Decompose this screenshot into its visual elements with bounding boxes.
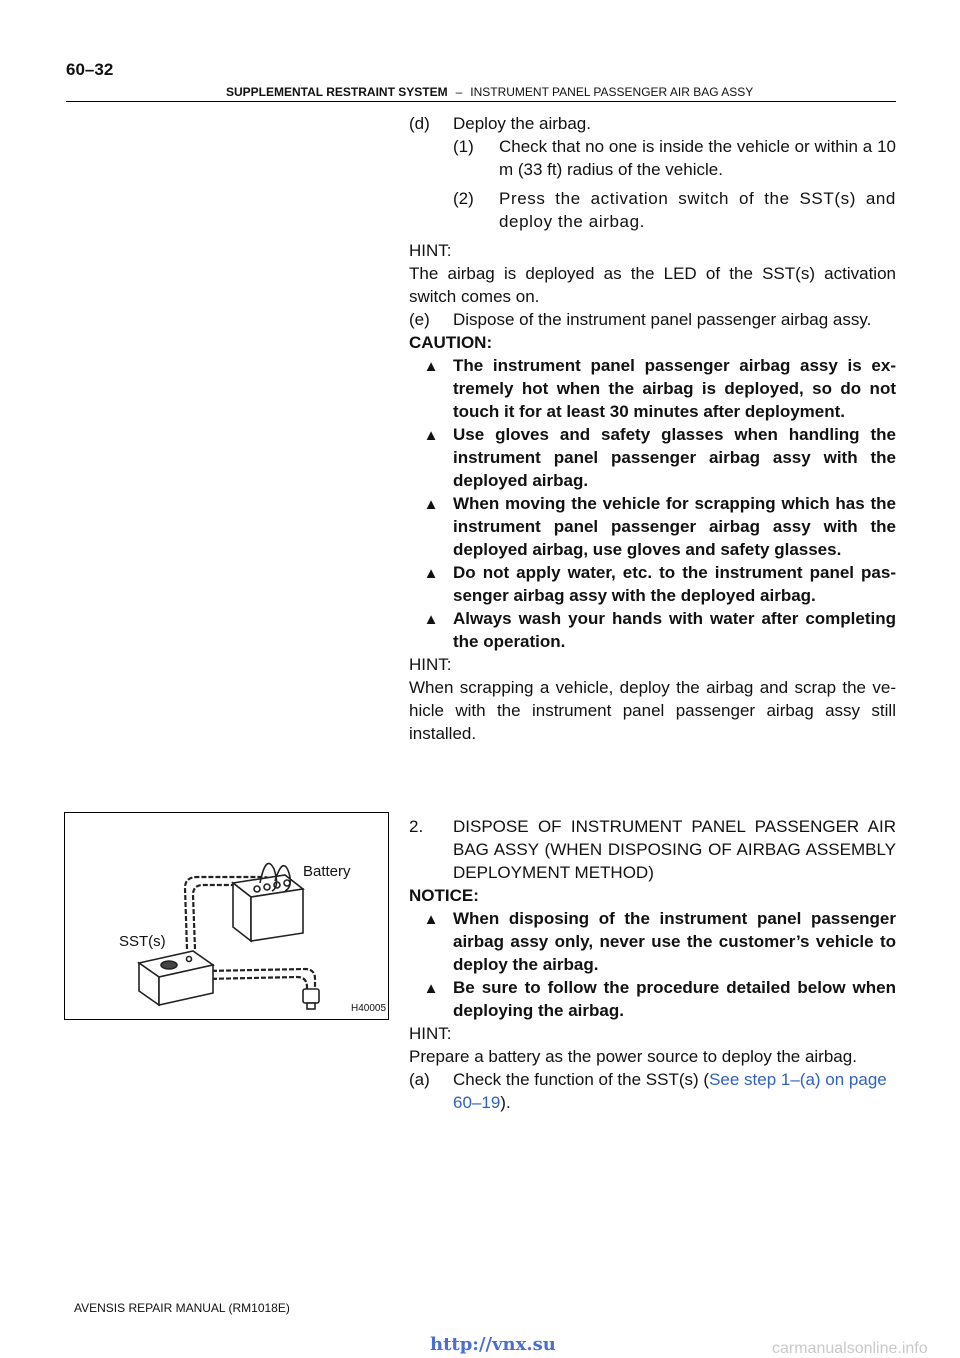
step-a-text-end: ). bbox=[500, 1093, 511, 1112]
label-sst: SST(s) bbox=[119, 933, 166, 950]
step-d bbox=[409, 112, 896, 135]
header-section: SUPPLEMENTAL RESTRAINT SYSTEM bbox=[226, 85, 448, 99]
step-d-text: Deploy the airbag. bbox=[453, 114, 591, 133]
step-2-label: 2. bbox=[409, 817, 424, 836]
caution-item: ▲ Use gloves and safety glasses when handling the instrument panel passenger airbag assy with the deployed airbag. bbox=[409, 423, 896, 492]
header-title: INSTRUMENT PANEL PASSENGER AIR BAG ASSY bbox=[470, 85, 754, 99]
step-e-label: (e) bbox=[409, 310, 430, 329]
bullet-icon: ▲ bbox=[423, 358, 439, 375]
hint-1-text: The airbag is deployed as the LED of the SST(s) activation switch comes on. bbox=[409, 264, 896, 306]
header-separator: – bbox=[455, 85, 463, 99]
hint-2-label: HINT: bbox=[409, 655, 452, 674]
watermark-link[interactable]: http://vnx.su bbox=[430, 1334, 556, 1355]
hint-1-label: HINT: bbox=[409, 241, 452, 260]
caution-item: ▲ Always wash your hands with water after completing the operation. bbox=[409, 607, 896, 653]
header-rule bbox=[66, 101, 896, 102]
connector-icon bbox=[303, 989, 319, 1009]
step-d2 bbox=[409, 187, 896, 233]
page-header bbox=[226, 85, 753, 99]
bullet-icon: ▲ bbox=[423, 496, 439, 513]
step-d1-text: Check that no one is inside the vehicle or within a 10 m (33 ft) radius of the vehicle. bbox=[499, 137, 896, 179]
notice-label: NOTICE: bbox=[409, 886, 479, 905]
notice-item: ▲ Be sure to follow the procedure detailed below when deploying the airbag. bbox=[409, 976, 896, 1022]
site-watermark: carmanualsonline.info bbox=[772, 1340, 928, 1357]
step-a bbox=[409, 1068, 896, 1114]
page-number: 60–32 bbox=[66, 60, 114, 79]
bullet-icon: ▲ bbox=[423, 980, 439, 997]
step-d2-text: Press the activation switch of the SST(s) and deploy the airbag. bbox=[499, 189, 896, 231]
figure-code: H40005 bbox=[351, 1003, 387, 1014]
step-d2-label: (2) bbox=[453, 189, 474, 208]
bullet-icon: ▲ bbox=[423, 611, 439, 628]
battery-icon bbox=[233, 863, 303, 941]
step-e-text: Dispose of the instrument panel passenger airbag assy. bbox=[453, 310, 872, 329]
caution-item: ▲ The instrument panel passenger airbag assy is ex- tremely hot when the airbag is deployed, so do not touch it for at least 30 minutes after deployment. bbox=[409, 354, 896, 423]
cross-reference-link[interactable]: See step 1–(a) on page 60–19 bbox=[453, 1070, 887, 1112]
hint-3-text: Prepare a battery as the power source to deploy the airbag. bbox=[409, 1047, 857, 1066]
step-a-label: (a) bbox=[409, 1070, 430, 1089]
step-d1-label: (1) bbox=[453, 137, 474, 156]
notice-item: ▲ When disposing of the instrument panel passenger airbag assy only, never use the customer’s vehicle to deploy the airbag. bbox=[409, 907, 896, 976]
bullet-icon: ▲ bbox=[423, 427, 439, 444]
step-2 bbox=[409, 815, 896, 884]
sst-device-icon bbox=[139, 951, 213, 1005]
bullet-icon: ▲ bbox=[423, 565, 439, 582]
step-2-text: DISPOSE OF INSTRUMENT PANEL PASSENGER AIR BAG ASSY (WHEN DISPOSING OF AIRBAG ASSEMBLY DEPLOYMENT METHOD) bbox=[453, 817, 896, 882]
page-footer: AVENSIS REPAIR MANUAL (RM1018E) bbox=[74, 1301, 290, 1315]
step-d1 bbox=[409, 135, 896, 181]
step-e bbox=[409, 308, 896, 331]
hint-2-text: When scrapping a vehicle, deploy the airbag and scrap the ve- hicle with the instrument panel passenger airbag assy still installed. bbox=[409, 678, 896, 743]
figure-sst-battery bbox=[64, 812, 389, 1020]
caution-item: ▲ Do not apply water, etc. to the instrument panel pas- senger airbag assy with the deployed airbag. bbox=[409, 561, 896, 607]
step-a-text: Check the function of the SST(s) ( bbox=[453, 1070, 710, 1089]
hint-3-label: HINT: bbox=[409, 1024, 452, 1043]
caution-item: ▲ When moving the vehicle for scrapping which has the instrument panel passenger airbag assy with the deployed airbag, use gloves and safety glasses. bbox=[409, 492, 896, 561]
caution-label: CAUTION: bbox=[409, 333, 493, 352]
main-text-column bbox=[409, 112, 896, 1114]
wiring-illustration bbox=[65, 813, 388, 1019]
label-battery: Battery bbox=[303, 863, 351, 880]
step-d-label: (d) bbox=[409, 114, 430, 133]
bullet-icon: ▲ bbox=[423, 911, 439, 928]
